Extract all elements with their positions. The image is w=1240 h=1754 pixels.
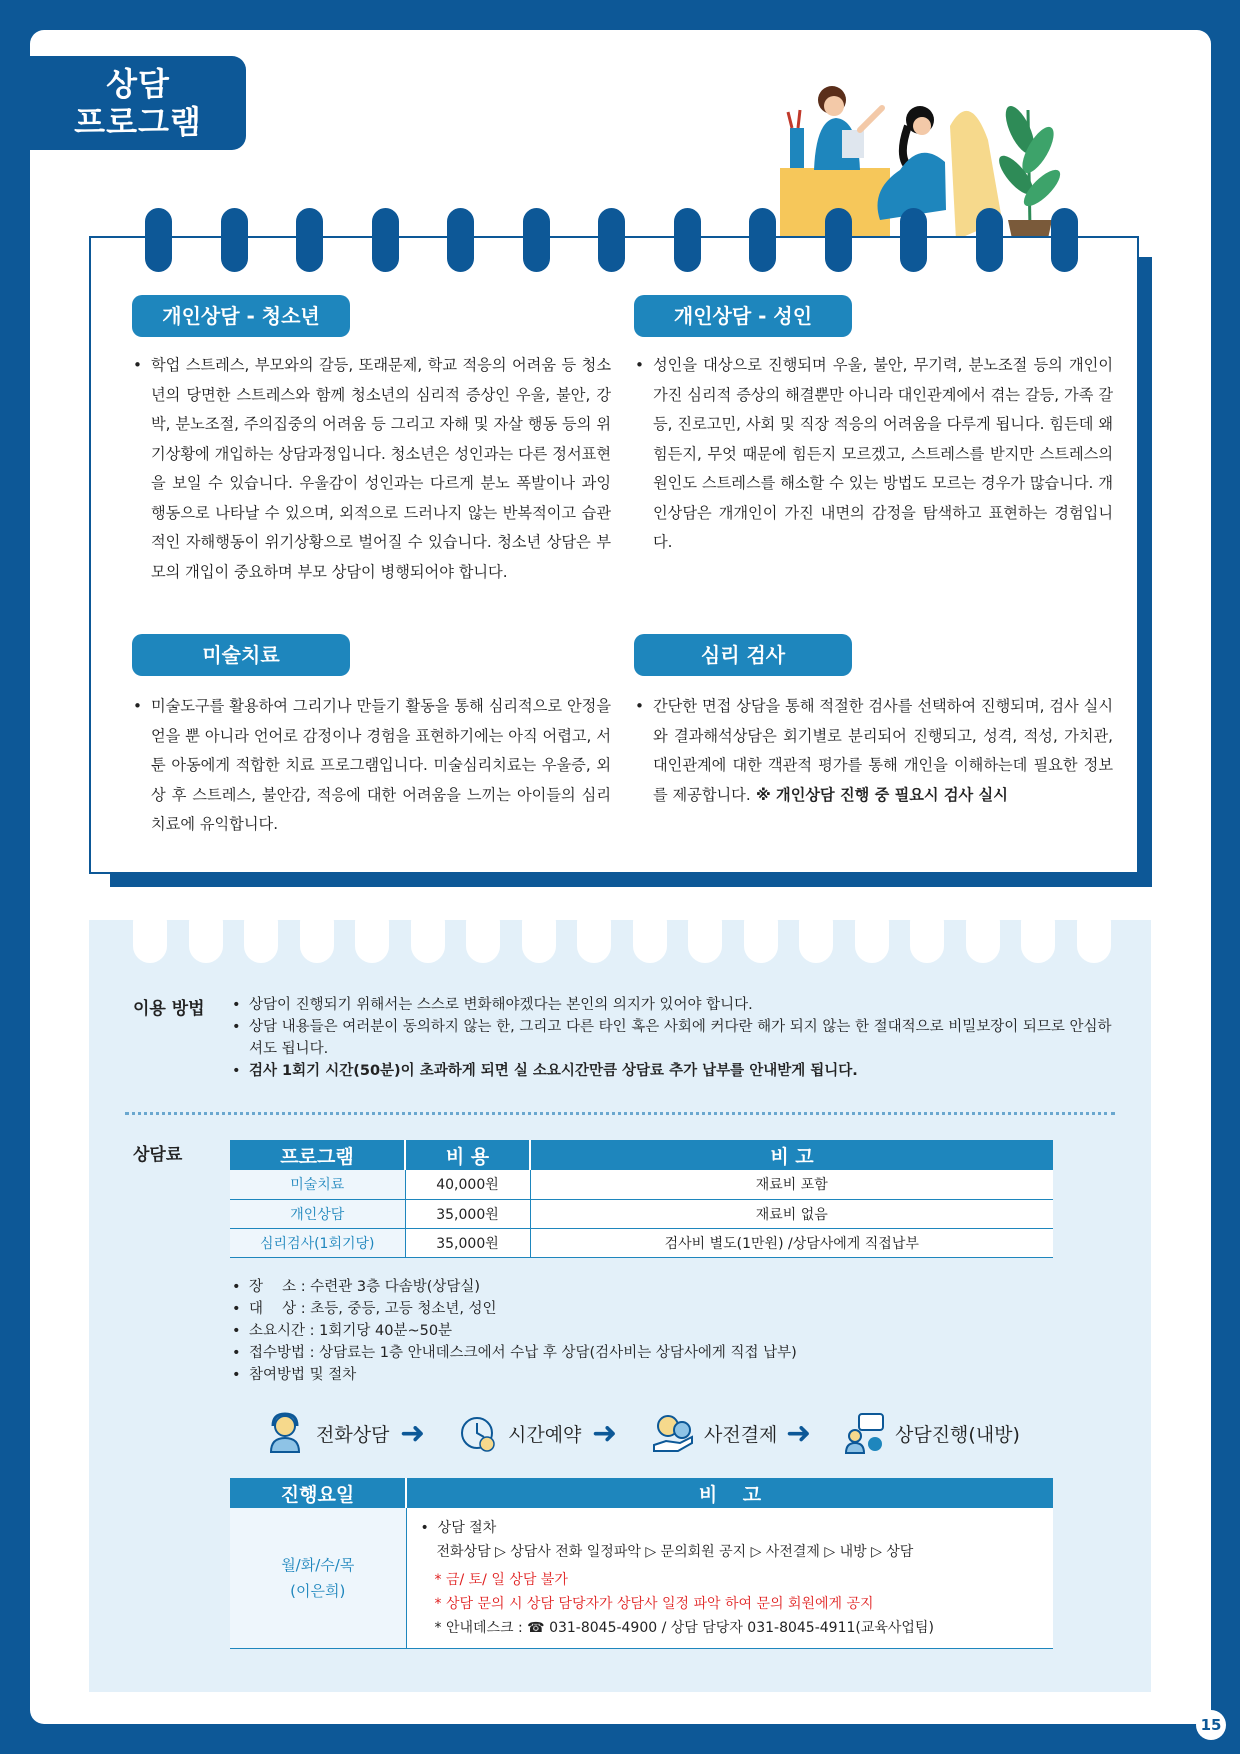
info-item-text: 참여방법 및 절차 xyxy=(249,1367,357,1383)
schedule-note xyxy=(407,1508,1054,1648)
panel-hole xyxy=(633,905,667,963)
info-item: • 소요시간 : 1회기당 40분~50분 xyxy=(232,1323,453,1339)
flow-step-session xyxy=(845,1408,1020,1458)
binder-ring xyxy=(976,208,1003,272)
binder-ring xyxy=(523,208,550,272)
info-item-text: 장 소 : 수련관 3층 다솜방(상담실) xyxy=(249,1279,481,1295)
binder-ring xyxy=(674,208,701,272)
page-title-text: 상담 프로그램 xyxy=(74,65,202,141)
usage-item-text: 상담이 진행되기 위해서는 스스로 변화해야겠다는 본인의 의지가 있어야 합니다. xyxy=(249,997,753,1013)
panel-hole xyxy=(522,905,556,963)
arrow-right-icon: ➜ xyxy=(592,1416,618,1451)
schedule-header: 비 고 xyxy=(406,1478,1053,1508)
flow-step-reserve xyxy=(460,1408,581,1458)
page-title xyxy=(30,56,246,150)
usage-item-text: 검사 1회기 시간(50분)이 초과하게 되면 실 소요시간만큼 상담료 추가 납부를 안내받게 됩니다. xyxy=(249,1063,858,1079)
usage-item: • 상담이 진행되기 위해서는 스스로 변화해야겠다는 본인의 의지가 있어야 합니다. xyxy=(232,997,753,1013)
panel-hole xyxy=(688,905,722,963)
info-item-text: 접수방법 : 상담료는 1층 안내데스크에서 수납 후 상담(검사비는 상담사에게 직접 납부) xyxy=(249,1345,797,1361)
info-item-text: 대 상 : 초등, 중등, 고등 청소년, 성인 xyxy=(249,1301,497,1317)
procedure-steps: 전화상담 ▷ 상담사 전화 일정파악 ▷ 문의회원 공지 ▷ 사전결제 ▷ 내방 ▷ 상담 xyxy=(436,1544,914,1560)
fee-cell: 미술치료 xyxy=(230,1170,405,1199)
binder-ring xyxy=(296,208,323,272)
art-text: 미술도구를 활용하여 그리기나 만들기 활동을 통해 심리적으로 안정을 얻을 뿐 아니라 언어로 감정이나 경험을 표현하기에는 아직 어렵고, 서툰 아동에게 적합한 치료 프로그램입니다. 미술심리치료는 우울증, 외상 후 스트레스, 불안감, 적응에 대한 어려움을 느끼는 아이들의 심리치료에 유익합니다. xyxy=(151,697,611,833)
panel-hole xyxy=(1077,905,1111,963)
test-description: • 간단한 면접 상담을 통해 적절한 검사를 선택하여 진행되며, 검사 실시와 결과해석상담은 회기별로 분리되어 진행되고, 성격, 적성, 가치관, 대인관계에 대한 객관적 평가를 통해 개인을 이해하는데 필요한 정보를 제공합니다. ※ 개인상담 진행 중 필요시 검사 실시 xyxy=(635,697,1113,804)
info-item: • 접수방법 : 상담료는 1층 안내데스크에서 수납 후 상담(검사비는 상담사에게 직접 납부) xyxy=(232,1345,797,1361)
youth-text: 학업 스트레스, 부모와의 갈등, 또래문제, 학교 적응의 어려움 등 청소년의 당면한 스트레스와 함께 청소년의 심리적 증상인 우울, 불안, 강박, 분노조절, 주의집중의 어려움 등 그리고 자해 및 자살 행동 등의 위기상황에 개입하는 상담과정입니다. 청소년은 성인과는 다른 정서표현을 보일 수 있습니다. 우울감이 성인과는 다르게 분노 폭발이나 과잉 행동으로 나타날 수 있으며, 외적으로 드러나지 않는 반복적이고 습관적인 자해행동이 위기상황으로 벌어질 수 있습니다. 청소년 상담은 부모의 개입이 중요하며 부모 상담이 병행되어야 합니다. xyxy=(151,356,611,581)
flow-step-label: 사전결제 xyxy=(704,1423,778,1446)
weekend-notice: * 금/ 토/ 일 상담 불가 xyxy=(434,1572,568,1588)
panel-hole xyxy=(744,905,778,963)
arrow-right-icon: ➜ xyxy=(400,1416,426,1451)
flow-step-label: 시간예약 xyxy=(508,1423,582,1446)
page-number: 15 xyxy=(1196,1710,1226,1740)
info-item-text: 소요시간 : 1회기당 40분~50분 xyxy=(249,1323,453,1339)
youth-description: • 학업 스트레스, 부모와의 갈등, 또래문제, 학교 적응의 어려움 등 청소년의 당면한 스트레스와 함께 청소년의 심리적 증상인 우울, 불안, 강박, 분노조절, 주의집중의 어려움 등 그리고 자해 및 자살 행동 등의 위기상황에 개입하는 상담과정입니다. 청소년은 성인과는 다른 정서표현을 보일 수 있습니다. 우울감이 성인과는 다르게 분노 폭발이나 과잉 행동으로 나타날 수 있으며, 외적으로 드러나지 않는 반복적이고 습관적인 자해행동이 위기상황으로 벌어질 수 있습니다. 청소년 상담은 부모의 개입이 중요하며 부모 상담이 병행되어야 합니다. xyxy=(133,356,611,581)
test-text: 간단한 면접 상담을 통해 적절한 검사를 선택하여 진행되며, 검사 실시와 결과해석상담은 회기별로 분리되어 진행되고, 성격, 적성, 가치관, 대인관계에 대한 객관적 평가를 통해 개인을 이해하는데 필요한 정보를 제공합니다. xyxy=(653,697,1113,804)
fee-cell: 재료비 포함 xyxy=(530,1170,1053,1199)
schedule-table xyxy=(230,1478,1053,1649)
binder-ring xyxy=(825,208,852,272)
binder-ring xyxy=(900,208,927,272)
fee-label: 상담료 xyxy=(133,1145,183,1165)
binder-ring xyxy=(145,208,172,272)
panel-hole xyxy=(1021,905,1055,963)
table-row xyxy=(230,1170,1053,1199)
binder-ring xyxy=(598,208,625,272)
table-row xyxy=(230,1199,1053,1228)
schedule-days: 월/화/수/목 xyxy=(281,1556,355,1574)
panel-hole xyxy=(189,905,223,963)
binder-ring xyxy=(1051,208,1078,272)
panel-hole xyxy=(300,905,334,963)
fee-table xyxy=(230,1140,1053,1258)
schedule-day-cell xyxy=(230,1508,406,1649)
panel-hole xyxy=(799,905,833,963)
panel-hole xyxy=(355,905,389,963)
section-title-art: 미술치료 xyxy=(132,634,350,676)
binder-ring xyxy=(447,208,474,272)
flow-step-label: 전화상담 xyxy=(316,1423,390,1446)
panel-hole xyxy=(244,905,278,963)
panel-hole xyxy=(966,905,1000,963)
art-description: • 미술도구를 활용하여 그리기나 만들기 활동을 통해 심리적으로 안정을 얻을 뿐 아니라 언어로 감정이나 경험을 표현하기에는 아직 어렵고, 서툰 아동에게 적합한 치료 프로그램입니다. 미술심리치료는 우울증, 외상 후 스트레스, 불안감, 적응에 대한 어려움을 느끼는 아이들의 심리치료에 유익합니다. xyxy=(133,697,611,833)
inquiry-notice: * 상담 문의 시 상담 담당자가 상담사 일정 파악 하여 문의 회원에게 공지 xyxy=(434,1596,874,1612)
fee-cell: 35,000원 xyxy=(405,1228,530,1257)
counseling-illustration xyxy=(770,70,1090,250)
phone-counselor-icon xyxy=(268,1412,302,1454)
payment-icon xyxy=(652,1413,694,1453)
dotted-divider xyxy=(125,1112,1115,1115)
fee-cell: 검사비 별도(1만원) /상담사에게 직접납부 xyxy=(530,1228,1053,1257)
info-item: • 대 상 : 초등, 중등, 고등 청소년, 성인 xyxy=(232,1301,497,1317)
fee-header: 비 용 xyxy=(405,1140,530,1170)
section-title-test: 심리 검사 xyxy=(634,634,852,676)
flow-step-phone xyxy=(268,1408,389,1458)
binder-ring xyxy=(372,208,399,272)
panel-hole xyxy=(855,905,889,963)
schedule-note-cell xyxy=(406,1508,1053,1649)
consultation-icon xyxy=(845,1412,885,1454)
schedule-header: 진행요일 xyxy=(230,1478,406,1508)
procedure-title: • 상담 절차 xyxy=(420,1520,497,1536)
fee-cell: 35,000원 xyxy=(405,1199,530,1228)
usage-item-text: 상담 내용들은 여러분이 동의하지 않는 한, 그리고 다른 타인 혹은 사회에 커다란 해가 되지 않는 한 절대적으로 비밀보장이 되므로 안심하셔도 됩니다. xyxy=(249,1019,1112,1057)
usage-item: • 검사 1회기 시간(50분)이 초과하게 되면 실 소요시간만큼 상담료 추가 납부를 안내받게 됩니다. xyxy=(232,1063,858,1079)
section-title-adult: 개인상담 - 성인 xyxy=(634,295,852,337)
panel-hole xyxy=(577,905,611,963)
info-list xyxy=(232,1276,1112,1386)
adult-text: 성인을 대상으로 진행되며 우울, 불안, 무기력, 분노조절 등의 개인이 가진 심리적 증상의 해결뿐만 아니라 대인관계에서 겪는 갈등, 가족 갈등, 진로고민, 사회 및 직장 적응의 어려움을 다루게 됩니다. 힘든데 왜 힘든지, 무엇 때문에 힘든지 모르겠고, 스트레스를 받지만 스트레스의 원인도 스트레스를 해소할 수 있는 방법도 모르는 경우가 많습니다. 개인상담은 개개인이 가진 내면의 감정을 탐색하고 표현하는 경험입니다. xyxy=(653,356,1113,551)
section-title-youth: 개인상담 - 청소년 xyxy=(132,295,350,337)
panel-hole xyxy=(910,905,944,963)
usage-item: • 상담 내용들은 여러분이 동의하지 않는 한, 그리고 다른 타인 혹은 사회에 커다란 해가 되지 않는 한 절대적으로 비밀보장이 되므로 안심하셔도 됩니다. xyxy=(232,1019,1112,1057)
binder-ring xyxy=(749,208,776,272)
fee-header: 비 고 xyxy=(530,1140,1053,1170)
clock-24-icon xyxy=(460,1413,496,1453)
arrow-right-icon: ➜ xyxy=(786,1416,812,1451)
fee-header: 프로그램 xyxy=(230,1140,405,1170)
panel-hole xyxy=(411,905,445,963)
panel-hole xyxy=(466,905,500,963)
counselor-name: (이은희) xyxy=(290,1582,346,1600)
fee-cell: 재료비 없음 xyxy=(530,1199,1053,1228)
adult-description: • 성인을 대상으로 진행되며 우울, 불안, 무기력, 분노조절 등의 개인이 가진 심리적 증상의 해결뿐만 아니라 대인관계에서 겪는 갈등, 가족 갈등, 진로고민, 사회 및 직장 적응의 어려움을 다루게 됩니다. 힘든데 왜 힘든지, 무엇 때문에 힘든지 모르겠고, 스트레스를 받지만 스트레스의 원인도 스트레스를 해소할 수 있는 방법도 모르는 경우가 많습니다. 개인상담은 개개인이 가진 내면의 감정을 탐색하고 표현하는 경험입니다. xyxy=(635,356,1113,551)
test-note: ※ 개인상담 진행 중 필요시 검사 실시 xyxy=(750,785,1008,804)
info-item: • 참여방법 및 절차 xyxy=(232,1367,357,1383)
fee-cell: 개인상담 xyxy=(230,1199,405,1228)
usage-label: 이용 방법 xyxy=(133,999,205,1019)
table-row xyxy=(230,1228,1053,1257)
fee-cell: 심리검사(1회기당) xyxy=(230,1228,405,1257)
procedure-title-text: 상담 절차 xyxy=(437,1520,497,1536)
usage-list xyxy=(232,994,1112,1082)
flow-step-label: 상담진행(내방) xyxy=(895,1423,1020,1446)
binder-ring xyxy=(221,208,248,272)
info-item: • 장 소 : 수련관 3층 다솜방(상담실) xyxy=(232,1279,481,1295)
fee-cell: 40,000원 xyxy=(405,1170,530,1199)
panel-hole xyxy=(133,905,167,963)
contact-info: * 안내데스크 : ☎ 031-8045-4900 / 상담 담당자 031-8045-4911(교육사업팀) xyxy=(434,1620,934,1636)
flow-step-payment xyxy=(652,1408,777,1458)
table-row xyxy=(230,1508,1053,1649)
